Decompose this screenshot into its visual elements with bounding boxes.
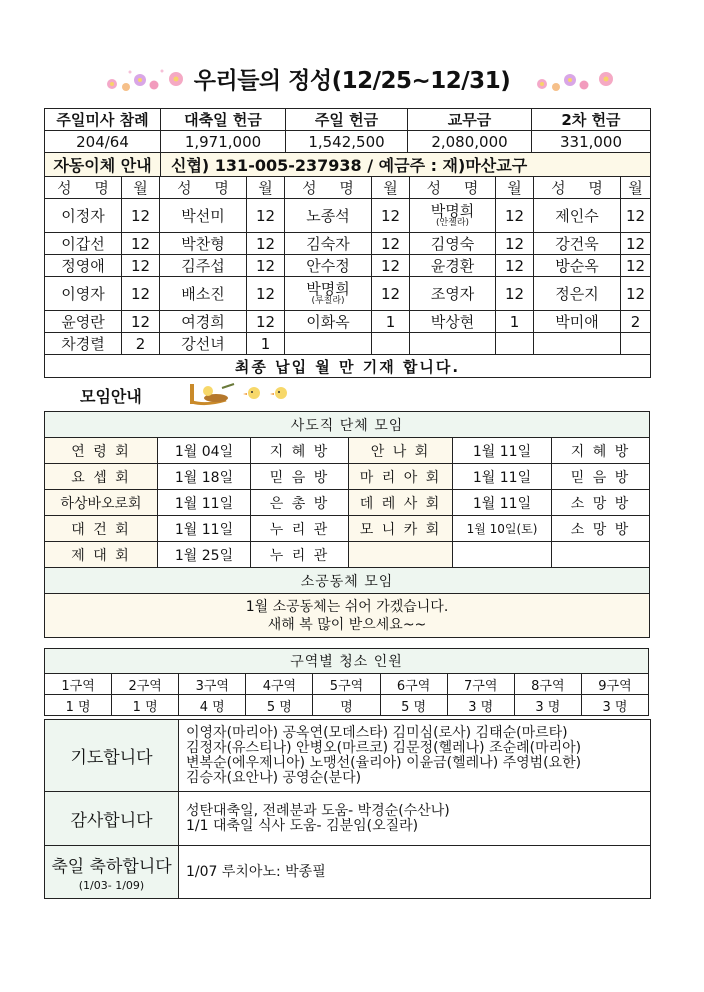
member-month: 12 [122,277,160,311]
member-name [534,333,621,355]
prayer-row [45,720,651,792]
group-name: 데 레 사 회 [349,490,453,516]
meeting-date: 1월 11일 [453,464,552,490]
table-row [45,542,650,568]
group-name: 연 령 회 [45,438,158,464]
thanks-line: 성탄대축일, 전례분과 도움- 박경순(수산나) [186,802,450,819]
district-count: 명 [313,695,380,716]
district-count: 3 명 [447,695,514,716]
district-label: 9구역 [581,674,648,695]
meeting-place: 누 리 관 [251,516,349,542]
member-name: 제인수 [534,199,621,233]
count-row [45,695,649,716]
table-row [45,277,651,311]
member-name: 박명희 (루칠라) [285,277,372,311]
member-name: 박선미 [160,199,247,233]
bank-account-info: 신협) 131-005-237938 / 예금주 : 재)마산교구 [161,153,651,177]
header-name: 성 명 [45,177,122,199]
district-label: 2구역 [112,674,179,695]
dues-names-table [44,176,651,378]
prayer-line: 이영자(마리아) 공옥연(모데스타) 김미심(로사) 김태순(마르타) [186,724,568,741]
member-month: 12 [247,199,285,233]
names-footer-row [45,355,651,378]
member-month: 12 [372,255,410,277]
member-name: 안수정 [285,255,372,277]
member-month: 12 [496,199,534,233]
header-mass-attendance: 주일미사 참례 [45,109,161,131]
member-month: 12 [122,255,160,277]
meeting-date: 1월 11일 [158,516,251,542]
thanks-list [179,792,651,846]
table-row [45,311,651,333]
feast-label-cell [45,846,179,899]
header-parish-dues: 교무금 [408,109,532,131]
member-month: 12 [122,311,160,333]
meeting-date: 1월 11일 [158,490,251,516]
member-name: 여경희 [160,311,247,333]
district-label: 5구역 [313,674,380,695]
page-title: 우리들의 정성(12/25~12/31) [193,68,511,94]
group-name: 요 셉 회 [45,464,158,490]
member-month: 12 [496,277,534,311]
group-name: 대 건 회 [45,516,158,542]
district-count: 4 명 [179,695,246,716]
cleaning-band-row [45,649,649,674]
member-name: 조영자 [410,277,496,311]
names-header-row [45,177,651,199]
member-month [496,333,534,355]
member-name: 강선녀 [160,333,247,355]
member-month: 2 [621,311,651,333]
message-line: 새해 복 많이 받으세요~~ [267,616,427,633]
meeting-place [552,542,650,568]
value-parish-dues: 2,080,000 [408,131,532,153]
member-name: 강건욱 [534,233,621,255]
value-mass-attendance: 204/64 [45,131,161,153]
member-name [285,333,372,355]
member-month: 12 [122,233,160,255]
district-row [45,674,649,695]
group-name: 마 리 아 회 [349,464,453,490]
meeting-place: 믿 음 방 [251,464,349,490]
table-row [45,199,651,233]
district-label: 1구역 [45,674,112,695]
meeting-place: 소 망 방 [552,516,650,542]
member-month [621,333,651,355]
member-month: 1 [247,333,285,355]
chick-icon [186,382,296,406]
member-month [372,333,410,355]
member-month: 12 [122,199,160,233]
meeting-date: 1월 04일 [158,438,251,464]
group-name: 모 니 카 회 [349,516,453,542]
table-row [45,464,650,490]
table-row [45,490,650,516]
chicks-decoration [186,382,296,410]
value-second-collection: 331,000 [532,131,651,153]
group-name [349,542,453,568]
meeting-date [453,542,552,568]
bank-transfer-row [45,153,651,177]
offering-summary-table [44,108,651,177]
member-month: 12 [496,233,534,255]
value-sunday-offering: 1,542,500 [286,131,408,153]
meeting-date: 1월 10일(토) [453,516,552,542]
flower-icon [530,66,620,94]
meeting-place: 소 망 방 [552,490,650,516]
meeting-schedule-table [44,411,650,638]
cleaning-title: 구역별 청소 인원 [45,649,649,674]
meeting-date: 1월 18일 [158,464,251,490]
member-name: 배소진 [160,277,247,311]
member-month: 12 [372,233,410,255]
meeting-date: 1월 11일 [453,490,552,516]
member-name: 차경렬 [45,333,122,355]
member-name: 이영자 [45,277,122,311]
group-name: 하상바오로회 [45,490,158,516]
small-community-message [45,594,650,638]
member-month: 12 [621,255,651,277]
member-month: 1 [496,311,534,333]
header-month: 월 [372,177,410,199]
member-month: 12 [496,255,534,277]
names-footer-note: 최종 납입 월 만 기재 합니다. [45,355,651,378]
member-name: 김영숙 [410,233,496,255]
member-month: 1 [372,311,410,333]
small-community-title: 소공동체 모임 [45,568,650,594]
table-row [45,516,650,542]
table-row [45,233,651,255]
header-name: 성 명 [534,177,621,199]
table-row [45,255,651,277]
meeting-place: 믿 음 방 [552,464,650,490]
member-name: 윤영란 [45,311,122,333]
district-label: 4구역 [246,674,313,695]
baptismal-name: (안젤라) [435,218,470,228]
meeting-section-title: 모임안내 [80,387,142,406]
member-name: 정영애 [45,255,122,277]
member-month: 12 [372,277,410,311]
district-count: 5 명 [246,695,313,716]
member-name: 노종석 [285,199,372,233]
meeting-date: 1월 25일 [158,542,251,568]
prayer-line: 김정자(유스티나) 안병오(마르코) 김문정(헬레나) 조순례(마리아) [186,739,582,756]
header-month: 월 [122,177,160,199]
prayer-line: 변복순(에우제니아) 노맹선(율리아) 이윤금(헬레나) 주영범(요한) [186,754,582,771]
header-name: 성 명 [285,177,372,199]
feast-period: (1/03- 1/09) [78,879,145,892]
value-feast-offering: 1,971,000 [161,131,286,153]
summary-values-row [45,131,651,153]
header-month: 월 [496,177,534,199]
prayer-list [179,720,651,792]
cleaning-staff-table [44,648,649,716]
header-sunday-offering: 주일 헌금 [286,109,408,131]
header-second-collection: 2차 헌금 [532,109,651,131]
summary-header-row [45,109,651,131]
thanks-row [45,792,651,846]
apostolate-band-row [45,412,650,438]
flowers-decoration-right [530,66,620,94]
member-name: 박찬형 [160,233,247,255]
member-month: 12 [621,199,651,233]
table-row [45,438,650,464]
table-row [45,333,651,355]
member-name: 방순옥 [534,255,621,277]
thanks-label: 감사합니다 [45,792,179,846]
district-count: 5 명 [380,695,447,716]
district-count: 1 명 [112,695,179,716]
small-community-message-row [45,594,650,638]
member-month: 12 [621,277,651,311]
district-count: 1 명 [45,695,112,716]
meeting-place: 은 총 방 [251,490,349,516]
meeting-place: 지 혜 방 [251,438,349,464]
district-count: 3 명 [514,695,581,716]
header-month: 월 [621,177,651,199]
district-count: 3 명 [581,695,648,716]
district-label: 8구역 [514,674,581,695]
member-month: 2 [122,333,160,355]
member-name: 이화옥 [285,311,372,333]
member-name: 윤경환 [410,255,496,277]
baptismal-name: (루칠라) [311,296,345,306]
district-label: 7구역 [447,674,514,695]
header-feast-offering: 대축일 헌금 [161,109,286,131]
prayer-notes-table [44,719,651,899]
prayer-label: 기도합니다 [45,720,179,792]
member-month: 12 [247,255,285,277]
member-month: 12 [621,233,651,255]
meeting-place: 지 혜 방 [552,438,650,464]
member-name: 박상현 [410,311,496,333]
group-name: 안 나 회 [349,438,453,464]
meeting-date: 1월 11일 [453,438,552,464]
thanks-line: 1/1 대축일 식사 도움- 김분임(오질라) [186,817,419,834]
district-label: 3구역 [179,674,246,695]
header-month: 월 [247,177,285,199]
member-month: 12 [372,199,410,233]
header-name: 성 명 [160,177,247,199]
feast-label: 축일 축하합니다 [51,857,172,877]
bank-transfer-label: 자동이체 안내 [45,153,161,177]
member-name: 김숙자 [285,233,372,255]
prayer-line: 김승자(요안나) 공영순(분다) [186,769,362,786]
member-name: 김주섭 [160,255,247,277]
member-name: 정은지 [534,277,621,311]
message-line: 1월 소공동체는 쉬어 가겠습니다. [245,598,449,615]
member-name: 박미애 [534,311,621,333]
member-name: 박명희 (안젤라) [410,199,496,233]
member-name: 이갑선 [45,233,122,255]
member-month: 12 [247,311,285,333]
member-month: 12 [247,277,285,311]
small-community-band-row [45,568,650,594]
header-name: 성 명 [410,177,496,199]
feast-row [45,846,651,899]
apostolate-band-title: 사도직 단체 모임 [45,412,650,438]
feast-text: 1/07 루치아노: 박종필 [179,846,651,899]
group-name: 제 대 회 [45,542,158,568]
meeting-place: 누 리 관 [251,542,349,568]
member-name [410,333,496,355]
member-name: 이정자 [45,199,122,233]
member-month: 12 [247,233,285,255]
district-label: 6구역 [380,674,447,695]
